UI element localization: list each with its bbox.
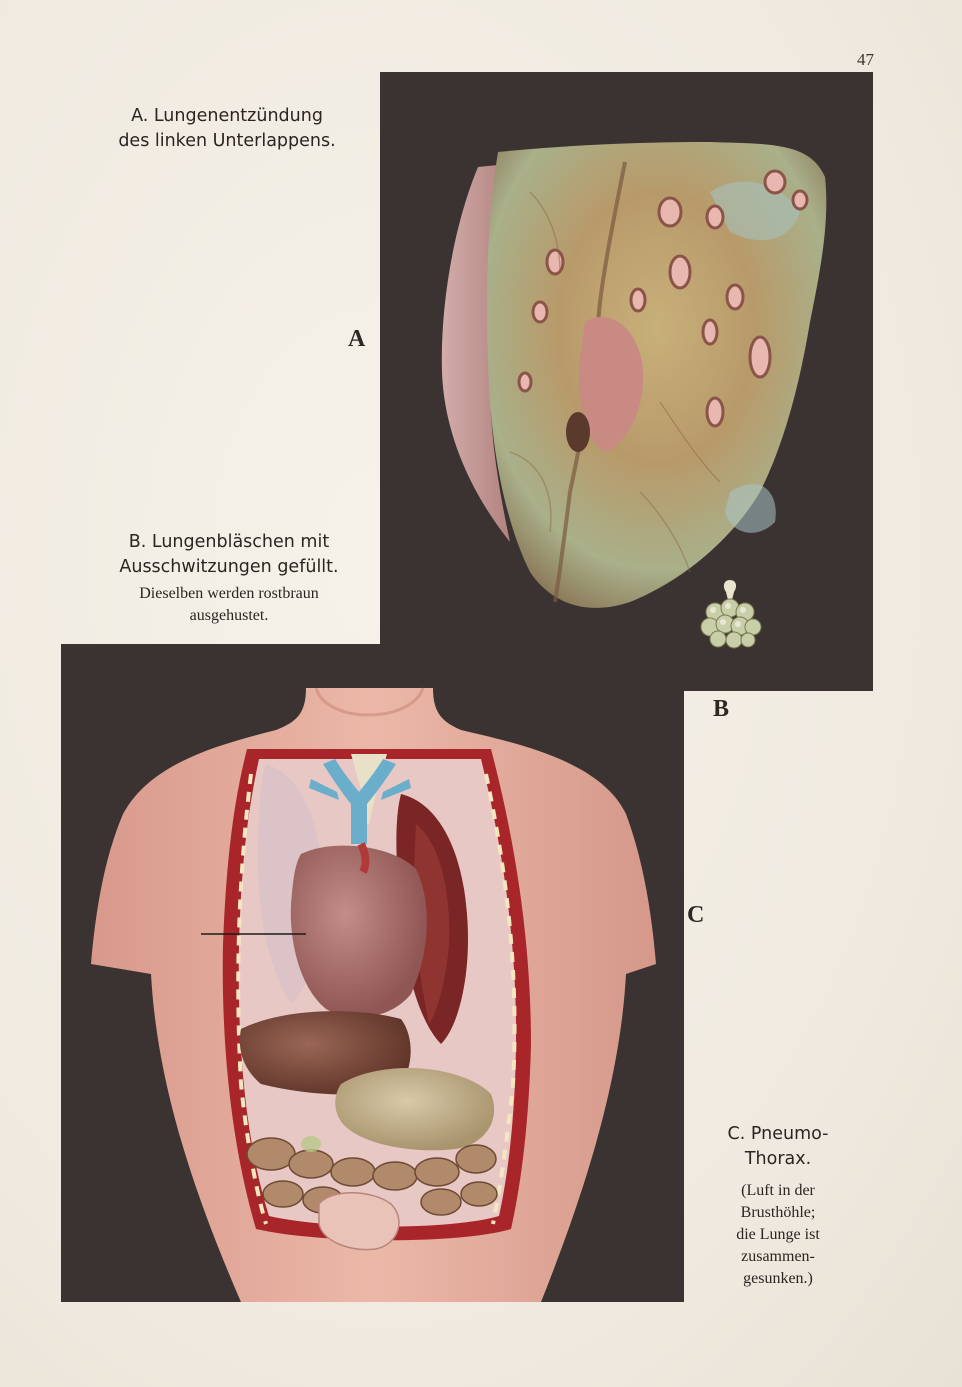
caption-c: [708, 1122, 848, 1172]
caption-c-sub5: gesunken.): [743, 1270, 813, 1287]
caption-a-line2: des linken Unterlappens.: [118, 131, 336, 151]
figure-label-a: A: [348, 326, 366, 352]
caption-c-line1: C. Pneumo-: [727, 1124, 829, 1144]
torso-illustration: [61, 644, 684, 1302]
page-number: 47: [857, 50, 874, 69]
caption-b-line2: Ausschwitzungen gefüllt.: [119, 557, 339, 577]
figure-label-b: B: [713, 696, 730, 722]
caption-b-sub2: ausgehustet.: [189, 607, 269, 624]
caption-a-line1: A. Lungenentzündung: [131, 106, 323, 126]
lung-lobe-illustration: [380, 72, 873, 644]
caption-c-sub3: die Lunge ist: [736, 1226, 820, 1243]
caption-c-sub4: zusammen-: [741, 1248, 815, 1265]
caption-b-sub1: Dieselben werden rostbraun: [139, 585, 319, 602]
caption-c-note: [708, 1180, 848, 1290]
caption-b: [98, 530, 360, 580]
caption-c-line2: Thorax.: [744, 1149, 812, 1169]
caption-b-note: [98, 583, 360, 627]
caption-b-line1: B. Lungenbläschen mit: [128, 532, 330, 552]
caption-c-sub2: Brusthöhle;: [740, 1204, 816, 1221]
figure-label-c: C: [687, 902, 705, 928]
caption-a: [92, 104, 362, 154]
alveoli-illustration: [690, 572, 770, 662]
caption-c-sub1: (Luft in der: [741, 1182, 815, 1199]
